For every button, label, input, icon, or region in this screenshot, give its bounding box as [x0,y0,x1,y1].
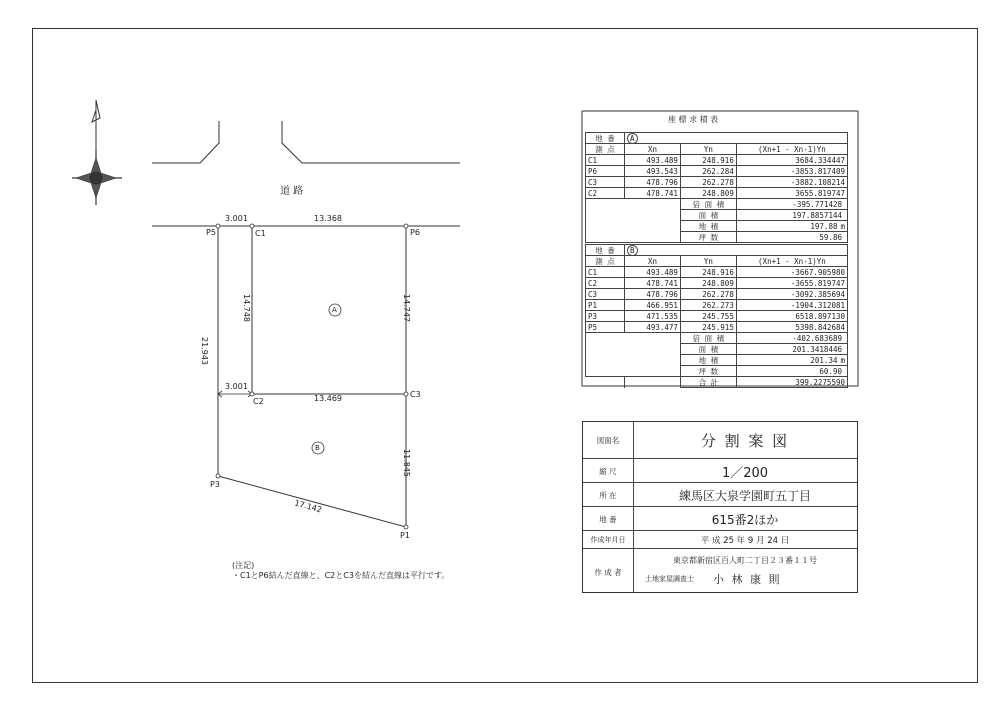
parcel-b-label: B [315,444,320,452]
north-arrow-icon [72,100,122,205]
summary-label: 地 積 [680,221,736,232]
xn-value: 493.489 [625,155,681,166]
point-c2: C2 [253,397,264,406]
table-row [586,311,848,322]
parcel-id: B [625,245,848,256]
xn-value: 478.796 [625,177,681,188]
formula-value: -1904.312081 [736,300,847,311]
title-row-name: 図面名 分 割 案 図 [583,422,857,458]
point-name: P3 [586,311,625,322]
point-name: P6 [586,166,625,177]
point-p6: P6 [410,228,420,237]
formula-value: -3667.905980 [736,267,847,278]
table-row [586,155,848,166]
title-row-location: 所 在 練馬区大泉学園町五丁目 [583,482,857,507]
summary-label: 面 積 [680,344,736,355]
summary-label: 坪 数 [680,366,736,377]
xn-value: 478.741 [625,188,681,199]
summary-value: 197.88 m [736,221,847,232]
point-c3: C3 [410,390,421,399]
formula-value: -3092.385694 [736,289,847,300]
dim-left-long: 21.943 [200,337,209,365]
summary-row [586,232,848,243]
summary-value: 60.90 [736,366,847,377]
summary-label: 倍 面 積 [680,199,736,210]
summary-label: 面 積 [680,210,736,221]
formula-value: 3684.334447 [736,155,847,166]
point-name: P1 [586,300,625,311]
yn-value: 248.916 [680,155,736,166]
summary-row [586,344,848,355]
dim-mid-right: 13.469 [314,394,342,403]
xn-value: 471.535 [625,311,681,322]
summary-value: 59.86 [736,232,847,243]
yn-value: 262.273 [680,300,736,311]
formula-value: 3655.819747 [736,188,847,199]
title-row-creator: 作 成 者 東京都新宿区百人町二丁目２３番１１号 土地家屋調査士 小 林 康 則 [583,548,857,595]
dim-c-side: 14.748 [242,294,251,322]
title-block [582,421,858,593]
parcel-label: 地 番 [586,245,625,256]
parcel-id: A [625,133,848,144]
header-yn: Yn [680,144,736,155]
formula-value: 6518.897130 [736,311,847,322]
summary-row [586,333,848,344]
total-value: 399.2275590 [736,377,847,388]
table-row [586,278,848,289]
table-row [586,188,848,199]
dim-bottom: 17.142 [293,498,323,515]
point-name: C3 [586,289,625,300]
table-row [586,322,848,333]
dim-right-lower: 11.845 [402,449,411,477]
point-p5: P5 [206,228,216,237]
parcel-a-label: A [332,306,337,314]
header-xn: Xn [625,256,681,267]
formula-value: -3882.108214 [736,177,847,188]
summary-value: -402.683689 [736,333,847,344]
point-name: C2 [586,278,625,289]
surveyor-name: 小 林 康 則 [713,573,782,586]
drawing-name: 分 割 案 図 [700,432,790,450]
xn-value: 493.477 [625,322,681,333]
point-label: 測 点 [586,144,625,155]
point-name: C1 [586,155,625,166]
road-outline [152,121,460,226]
summary-label: 坪 数 [680,232,736,243]
dim-mid-left: 3.001 [225,382,248,391]
point-c1: C1 [255,229,266,238]
yn-value: 245.915 [680,322,736,333]
point-name: P5 [586,322,625,333]
header-yn: Yn [680,256,736,267]
parcel-label: 地 番 [586,133,625,144]
title-row-date: 作成年月日 平 成 25 年 9 月 24 日 [583,530,857,549]
formula-value: 5398.842684 [736,322,847,333]
summary-row [586,221,848,232]
surveyor-title: 土地家屋調査士 [645,575,694,583]
dim-top-right: 13.368 [314,214,342,223]
yn-value: 245.755 [680,311,736,322]
xn-value: 493.489 [625,267,681,278]
table-row [586,166,848,177]
table-row [586,300,848,311]
coord-table-a [585,132,848,243]
summary-value: 201.34 m [736,355,847,366]
summary-label: 倍 面 積 [680,333,736,344]
total-label: 合 計 [680,377,736,388]
date: 平 成 25 年 9 月 24 日 [700,536,790,546]
yn-value: 262.278 [680,177,736,188]
table-row [586,267,848,278]
yn-value: 262.284 [680,166,736,177]
parcel-lines [218,226,406,527]
header-formula: (Xn+1 - Xn-1)Yn [736,256,847,267]
point-label: 測 点 [586,256,625,267]
coord-table-b [585,244,848,388]
title-row-lot: 地 番 615番2ほか [583,506,857,531]
summary-row [586,199,848,210]
xn-value: 478.796 [625,289,681,300]
notes-title: (注記) [232,561,255,570]
title-row-scale: 縮 尺 1／200 [583,458,857,483]
xn-value: 478.741 [625,278,681,289]
summary-value: 197.8857144 [736,210,847,221]
header-formula: (Xn+1 - Xn-1)Yn [736,144,847,155]
yn-value: 248.916 [680,267,736,278]
coord-table-title: 座 標 求 積 表 [668,115,719,124]
xn-value: 466.951 [625,300,681,311]
summary-label: 地 積 [680,355,736,366]
creator-address: 東京都新宿区百人町二丁目２３番１１号 [673,556,817,565]
summary-value: 201.3418446 [736,344,847,355]
yn-value: 248.809 [680,278,736,289]
formula-value: -3655.819747 [736,278,847,289]
notes-line: ・C1とP6結んだ直線と、C2とC3を結んだ直線は平行です。 [232,571,450,580]
summary-row [586,366,848,377]
yn-value: 262.278 [680,289,736,300]
point-p3: P3 [210,480,220,489]
yn-value: 248.809 [680,188,736,199]
point-name: C3 [586,177,625,188]
table-row [586,289,848,300]
location: 練馬区大泉学園町五丁目 [678,489,811,503]
formula-value: -3853.817409 [736,166,847,177]
road-label: 道 路 [280,186,304,197]
scale: 1／200 [721,466,769,481]
dim-top-left: 3.001 [225,214,248,223]
xn-value: 493.543 [625,166,681,177]
table-row [586,177,848,188]
summary-row [586,355,848,366]
header-xn: Xn [625,144,681,155]
point-name: C1 [586,267,625,278]
point-name: C2 [586,188,625,199]
summary-value: -395.771428 [736,199,847,210]
dim-right-upper: 14.747 [402,294,411,322]
summary-row [586,210,848,221]
lot: 615番2ほか [711,513,779,527]
point-p1: P1 [400,531,410,540]
